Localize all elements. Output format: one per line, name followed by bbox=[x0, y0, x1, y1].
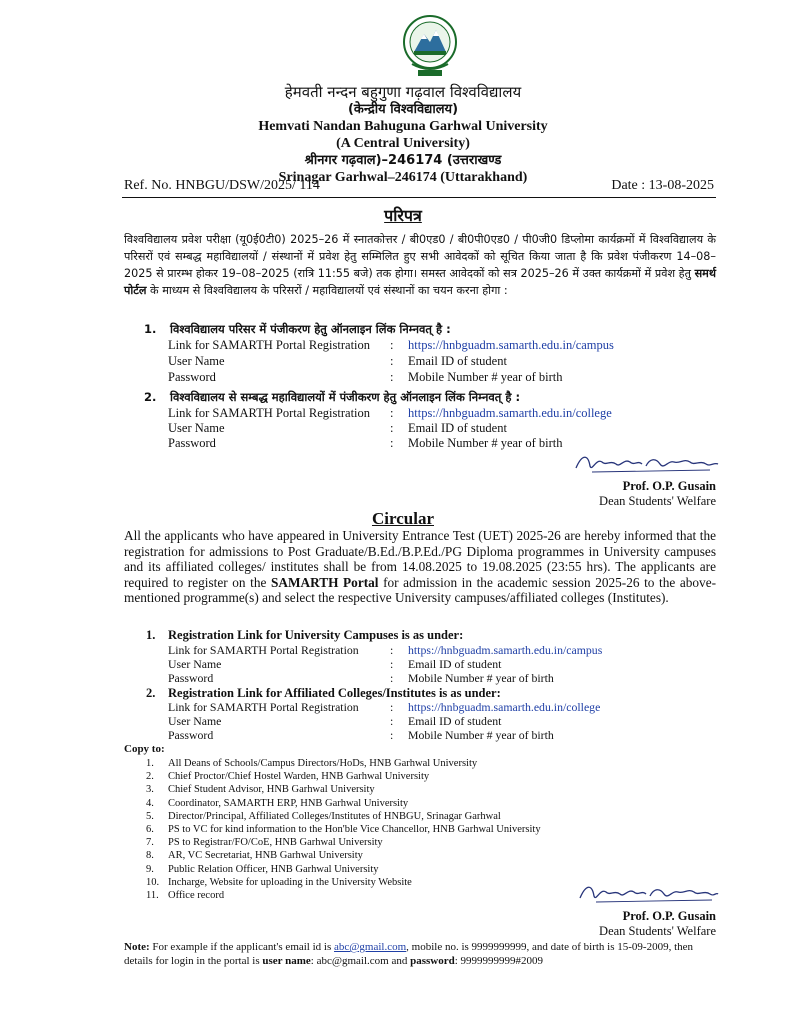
signatory-title: Dean Students' Welfare bbox=[599, 924, 716, 938]
english-paragraph-text-2: for admission in the academic session 2025-26 to the above-mentioned programme(s) and select the respective University campuses/affiliated colleges (Institutes). bbox=[124, 574, 717, 606]
note-label: Note: bbox=[124, 941, 150, 953]
hindi-paragraph-text-2: के माध्यम से विश्वविद्यालय के परिसरों / महाविद्यालयों एवं संस्थानों का चयन करना होगा : bbox=[150, 284, 508, 297]
college-registration-link[interactable]: https://hnbguadm.samarth.edu.in/college bbox=[408, 406, 612, 420]
signatory-name: Prof. O.P. Gusain bbox=[622, 479, 716, 493]
list-item: 7. PS to Registrar/FO/CoE, HNB Garhwal University bbox=[146, 837, 383, 849]
date: Date : 13-08-2025 bbox=[611, 178, 714, 193]
university-logo-icon bbox=[402, 14, 458, 80]
hindi-signatory bbox=[520, 479, 716, 509]
list-item: 8. AR, VC Secretariat, HNB Garhwal University bbox=[146, 850, 363, 862]
list-item: 4. Coordinator, SAMARTH ERP, HNB Garhwal University bbox=[146, 797, 409, 809]
hindi-item-1-heading: 1. विश्वविद्यालय परिसर में पंजीकरण हेतु ऑनलाइन लिंक निम्नवत् है : bbox=[144, 322, 451, 336]
hindi-paragraph bbox=[124, 231, 716, 299]
english-address: Srinagar Garhwal–246174 (Uttarakhand) bbox=[278, 170, 528, 185]
login-note: Note: For example if the applicant's email id is abc@gmail.com, mobile no. is 9999999999, and date of birth is 15-09-2009, then details for login in the portal is user name: abc@gmail.com and password: 9999999999#2009 bbox=[124, 941, 694, 967]
list-item: 6. PS to VC for kind information to the Hon'ble Vice Chancellor, HNB Garhwal University bbox=[146, 824, 541, 836]
circular-page: हेमवती नन्दन बहुगुणा गढ़वाल विश्वविद्यालय (केन्द्रीय विश्वविद्यालय) Hemvati Nandan Bahuguna Garhwal University (A Central University) श्रीनगर गढ़वाल)–246174 (उत्तराखण्ड Srinagar Garhwal–246174 (Uttarakhand) Ref. No. HNBGU/DSW/2025/ 114 Date : 13-08-2025 परिपत्र विश्वविद्यालय प्रवेश परीक्षा (यू0ई0टी0) 2025–26 में स्नातकोत्तर / बी0एड0 / बी0पी0एड0 / पी0जी0 डिप्लोमा कार्यक्रमों में विश्वविद्यालय के परिसरों एवं सम्बद्ध महाविद्यालयों / संस्थानों में प्रवेश हेतु सम्मिलित हुए सभी आवेदकों को सूचित किया जाता है कि प्रवेश पंजीकरण 14–08–2025 से प्रारम्भ होकर 19–08–2025 (रात्रि 11:55 बजे) तक होगा। समस्त आवेदकों को सत्र 2025–26 में उक्त कार्यक्रमों में प्रवेश हेतु समर्थ पोर्टल के माध्यम से विश्वविद्यालय के परिसरों / महाविद्यालयों एवं संस्थानों का चयन करना होगा : 1. विश्वविद्यालय परिसर में पंजीकरण हेतु ऑनलाइन लिंक निम्नवत् है : Link for SAMARTH Portal Registration : https://hnbguadm.samarth.edu.in/campus User Name : Email ID of student Password : Mobile Number # year of birth 2. विश्वविद्यालय से सम्बद्ध महाविद्यालयों में पंजीकरण हेतु ऑनलाइन लिंक निम्नवत् है : Link for SAMARTH Portal Registration : https://hnbguadm.samarth.edu.in/college User Name : Email ID of student Password : Mobile Number # year of birth Prof. O.P. Gusain Dean Students' Welfare Circular All the applicants who have appeared in University Entrance Test (UET) 2025-26 are hereby informed that the registration for admissions to Post Graduate/B.Ed./B.P.Ed./PG Diploma programmes in University campuses and its affiliated colleges/ institutes shall be from 14.08.2025 to 19.08.2025 (23:55 hrs). The applicants are required to register on the SAMARTH Portal for admission in the academic session 2025-26 to the above-mentioned programme(s) and select the respective University campuses/affiliated colleges (Institutes). 1. Registration Link for University Campuses is as under: Link for SAMARTH Portal Registration : https://hnbguadm.samarth.edu.in/campus User Name : Email ID of student Password : Mobile Number # year of birth 2. Registration Link for Affiliated Colleges/Institutes is as under: Link for SAMARTH Portal Registration : https://hnbguadm.samarth.edu.in/college User Name : Email ID of student Password : Mobile Number # year of birth Copy to: 1. All Deans of Schools/Campus Directors/HoDs, HNB Garhwal University 2. Chief Proctor/Chief Hostel Warden, HNB Garhwal University 3. Chief Student Advisor, HNB Garhwal University 4. Coordinator, SAMARTH ERP, HNB Garhwal University 5. Director/Principal, Affiliated Colleges/Institutes of HNBGU, Srinagar Garhwal 6. PS to VC for kind information to the Hon'ble Vice Chancellor, HNB Garhwal University 7. PS to Registrar/FO/CoE, HNB Garhwal University 8. AR, VC Secretariat, HNB Garhwal University 9. Public Relation Officer, HNB Garhwal University 10. Incharge, Website for uploading in the University Website 11. Office record Prof. O.P. Gusain Dean Students' Welfare Note: For example if the applicant's email id is abc@gmail.com, mobile no. is 9999999999, and date of birth is 15-09-2009, then details for login in the portal is user name: abc@gmail.com and password: 9999999999#2009 bbox=[0, 0, 806, 1024]
signatory-title: Dean Students' Welfare bbox=[599, 494, 716, 508]
english-title: Circular bbox=[371, 509, 434, 528]
list-item: 1. All Deans of Schools/Campus Directors/HoDs, HNB Garhwal University bbox=[146, 758, 478, 769]
list-item: 3. Chief Student Advisor, HNB Garhwal University bbox=[146, 784, 375, 796]
hindi-title: परिपत्र bbox=[384, 206, 422, 225]
hindi-paragraph-bold: समर्थ पोर्टल bbox=[124, 267, 716, 297]
list-item: 5. Director/Principal, Affiliated Colleges/Institutes of HNBGU, Srinagar Garhwal bbox=[146, 810, 501, 822]
hindi-university-type: (केन्द्रीय विश्वविद्यालय) bbox=[347, 102, 459, 117]
list-item: 11. Office record bbox=[146, 890, 225, 902]
english-item-2-heading: 2. Registration Link for Affiliated Colleges/Institutes is as under: bbox=[146, 686, 501, 700]
english-paragraph-bold: SAMARTH Portal bbox=[270, 574, 379, 590]
english-paragraph bbox=[124, 528, 716, 606]
hindi-address: श्रीनगर गढ़वाल)–246174 (उत्तराखण्ड bbox=[304, 153, 502, 168]
list-item: 9. Public Relation Officer, HNB Garhwal University bbox=[146, 863, 379, 875]
footer-signatory bbox=[520, 909, 716, 939]
english-university-name: Hemvati Nandan Bahuguna Garhwal University bbox=[258, 119, 548, 134]
hindi-university-name: हेमवती नन्दन बहुगुणा गढ़वाल विश्वविद्यालय bbox=[284, 83, 522, 101]
hindi-paragraph-text-1: विश्वविद्यालय प्रवेश परीक्षा (यू0ई0टी0) 2025–26 में स्नातकोत्तर / बी0एड0 / बी0पी0एड0 / पी0जी0 डिप्लोमा कार्यक्रमों में विश्वविद्यालय के परिसरों एवं सम्बद्ध महाविद्यालयों / संस्थानों में प्रवेश हेतु सम्मिलित हुए सभी आवेदकों को सूचित किया जाता है कि प्रवेश पंजीकरण 14–08–2025 से प्रारम्भ होकर 19–08–2025 (रात्रि 11:55 बजे) तक होगा। समस्त आवेदकों को सत्र 2025–26 में उक्त कार्यक्रमों में प्रवेश हेतु bbox=[124, 233, 716, 280]
reference-row bbox=[124, 178, 714, 194]
signatory-name: Prof. O.P. Gusain bbox=[622, 909, 716, 923]
college-registration-link[interactable]: https://hnbguadm.samarth.edu.in/college bbox=[408, 700, 601, 714]
signature-icon bbox=[576, 880, 722, 906]
example-email-link[interactable]: abc@gmail.com bbox=[334, 941, 407, 953]
signature-icon bbox=[572, 450, 722, 476]
list-item: 10. Incharge, Website for uploading in the University Website bbox=[146, 876, 412, 888]
english-paragraph-text-1: All the applicants who have appeared in University Entrance Test (UET) 2025-26 are hereby informed that the registration for admissions to Post Graduate/B.Ed./B.P.Ed./PG Diploma programmes in University campuses and its affiliated colleges/ institutes shall be from 14.08.2025 to 19.08.2025 (23:55 hrs). The applicants are required to register on the bbox=[124, 528, 716, 590]
list-item: 2. Chief Proctor/Chief Hostel Warden, HNB Garhwal University bbox=[146, 771, 430, 783]
hindi-item-2-heading: 2. विश्वविद्यालय से सम्बद्ध महाविद्यालयों में पंजीकरण हेतु ऑनलाइन लिंक निम्नवत् है : bbox=[144, 390, 521, 404]
english-university-type: (A Central University) bbox=[336, 136, 470, 151]
reference-number: Ref. No. HNBGU/DSW/2025/ 114 bbox=[124, 178, 320, 193]
campus-registration-link[interactable]: https://hnbguadm.samarth.edu.in/campus bbox=[408, 643, 603, 657]
university-header bbox=[0, 84, 806, 186]
campus-registration-link[interactable]: https://hnbguadm.samarth.edu.in/campus bbox=[408, 338, 614, 352]
english-item-1-heading: 1. Registration Link for University Campuses is as under: bbox=[146, 628, 464, 642]
header-divider bbox=[122, 197, 716, 198]
copy-to-heading: Copy to: bbox=[124, 743, 165, 755]
